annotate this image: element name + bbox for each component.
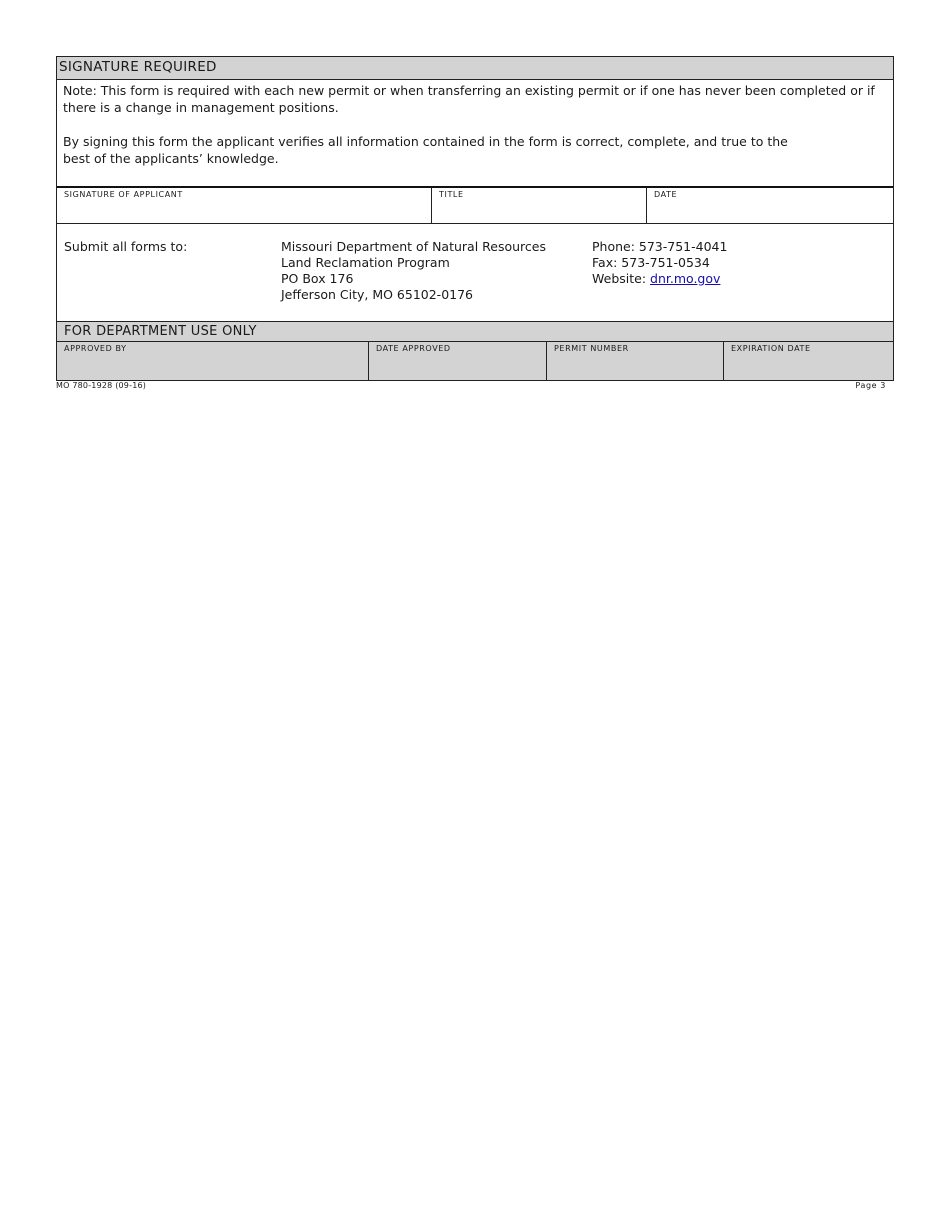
website-link[interactable]: dnr.mo.gov <box>650 271 721 286</box>
note-text: Note: This form is required with each new permit or when transferring an existing permit or if one has never been completed or if there is a change in management positions. <box>63 83 875 115</box>
approved-by-field <box>57 342 368 380</box>
expiration-date-label: EXPIRATION DATE <box>731 344 811 353</box>
approved-by-label: APPROVED BY <box>64 344 127 353</box>
title-field[interactable] <box>431 188 646 223</box>
department-use-row <box>57 342 893 380</box>
website-label: Website: <box>592 271 651 286</box>
date-field[interactable] <box>646 188 893 223</box>
address-line: Jefferson City, MO 65102-0176 <box>281 287 474 302</box>
signature-of-applicant-field[interactable] <box>57 188 431 223</box>
expiration-date-field <box>723 342 893 380</box>
title-label: TITLE <box>439 190 464 199</box>
contact-info <box>592 239 727 287</box>
submit-info <box>57 224 893 321</box>
address-line: Missouri Department of Natural Resources <box>281 239 546 254</box>
fax-number: Fax: 573-751-0534 <box>592 255 710 270</box>
date-label: DATE <box>654 190 678 199</box>
address-line: PO Box 176 <box>281 271 354 286</box>
date-approved-label: DATE APPROVED <box>376 344 451 353</box>
website <box>592 271 727 287</box>
signature-section-header: SIGNATURE REQUIRED <box>57 57 893 80</box>
date-approved-field <box>368 342 546 380</box>
signature-of-applicant-label: SIGNATURE OF APPLICANT <box>64 190 183 199</box>
submit-label: Submit all forms to: <box>64 239 188 254</box>
form-number: MO 780-1928 (09-16) <box>56 381 147 390</box>
verification-text: By signing this form the applicant verifies all information contained in the form is correct, complete, and true to the best of the applicants’ knowledge. <box>63 134 788 166</box>
permit-number-field <box>546 342 723 380</box>
signature-form <box>56 56 894 381</box>
phone-number: Phone: 573-751-4041 <box>592 239 728 254</box>
mailing-address <box>281 239 546 303</box>
signature-row <box>57 186 893 224</box>
note-block <box>57 80 893 186</box>
department-use-header: FOR DEPARTMENT USE ONLY <box>57 321 893 342</box>
permit-number-label: PERMIT NUMBER <box>554 344 629 353</box>
address-line: Land Reclamation Program <box>281 255 450 270</box>
page-number: Page 3 <box>855 381 886 390</box>
